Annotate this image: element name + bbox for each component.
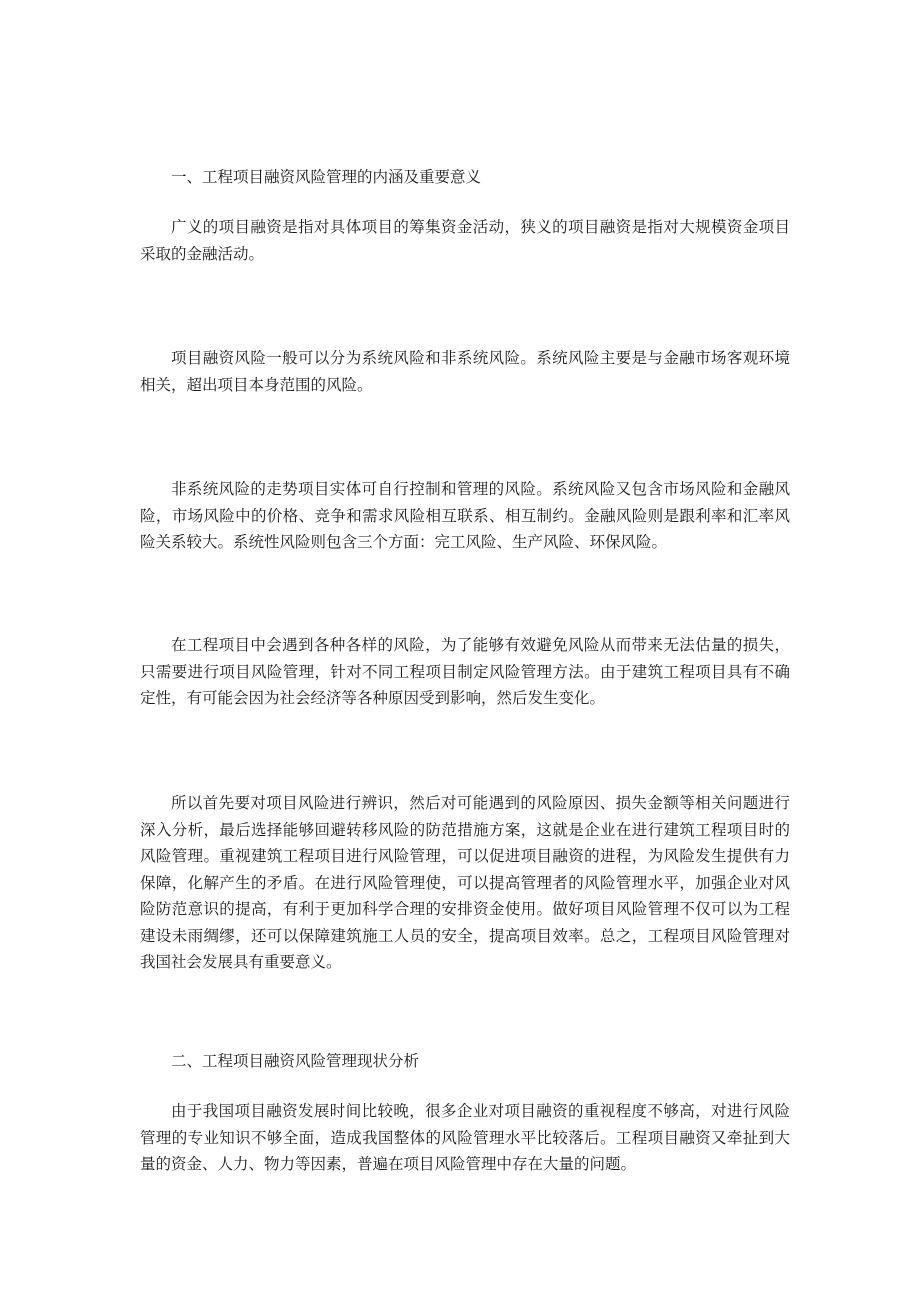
paragraph-5: 所以首先要对项目风险进行辨识，然后对可能遇到的风险原因、损失金额等相关问题进行深入分析，最后选择能够回避转移风险的防范措施方案，这就是企业在进行建筑工程项目时的风险管理。重视建筑工程项目进行风险管理，可以促进项目融资的进程，为风险发生提供有力保障，化解产生的矛盾。在进行风险管理使，可以提高管理者的风险管理水平，加强企业对风险防范意识的提高，有利于更加科学合理的安排资金使用。做好项目风险管理不仅可以为工程建设未雨绸缪，还可以保障建筑施工人员的安全，提高项目效率。总之，工程项目风险管理对我国社会发展具有重要意义。 <box>140 794 790 971</box>
paragraph-2: 项目融资风险一般可以分为系统风险和非系统风险。系统风险主要是与金融市场客观环境相关，超出项目本身范围的风险。 <box>140 349 790 394</box>
paragraph-1: 广义的项目融资是指对具体项目的筹集资金活动，狭义的项目融资是指对大规模资金项目采取的金融活动。 <box>140 218 790 263</box>
paragraph-4: 在工程项目中会遇到各种各样的风险，为了能够有效避免风险从而带来无法估量的损失，只需要进行项目风险管理，针对不同工程项目制定风险管理方法。由于建筑工程项目具有不确定性，有可能会因为社会经济等各种原因受到影响，然后发生变化。 <box>140 636 790 707</box>
paragraph-3: 非系统风险的走势项目实体可自行控制和管理的风险。系统风险又包含市场风险和金融风险，市场风险中的价格、竞争和需求风险相互联系、相互制约。金融风险则是跟利率和汇率风险关系较大。系统性风险则包含三个方面：完工风险、生产风险、环保风险。 <box>140 480 790 551</box>
section-heading-1: 一、工程项目融资风险管理的内涵及重要意义 <box>171 168 482 186</box>
section-heading-2: 二、工程项目融资风险管理现状分析 <box>171 1052 420 1070</box>
paragraph-6: 由于我国项目融资发展时间比较晚，很多企业对项目融资的重视程度不够高，对进行风险管理的专业知识不够全面，造成我国整体的风险管理水平比较落后。工程项目融资又牵扯到大量的资金、人力、物力等因素，普遍在项目风险管理中存在大量的问题。 <box>140 1102 790 1173</box>
